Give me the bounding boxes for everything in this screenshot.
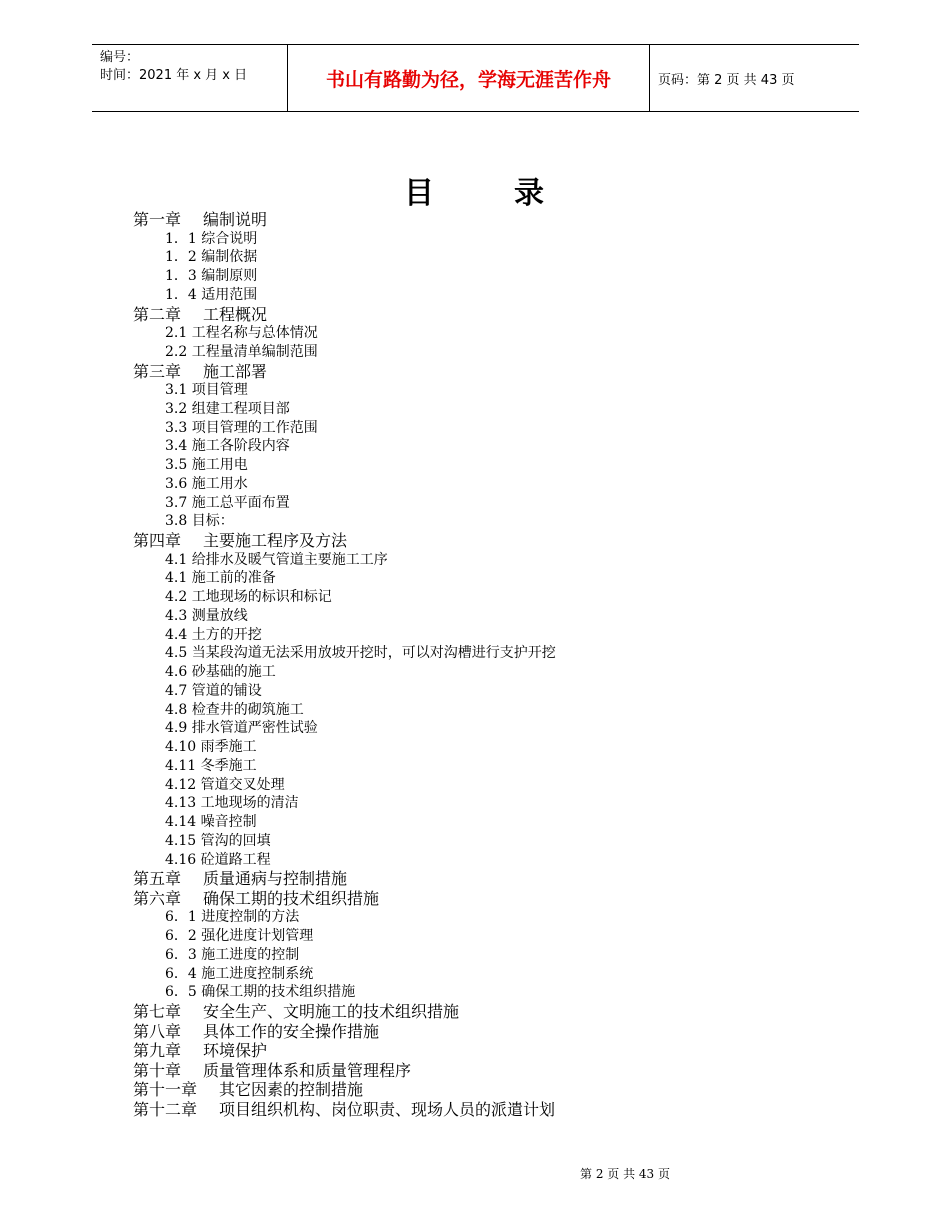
toc-chapter <box>133 1100 853 1120</box>
toc-section: 4.16 砼道路工程 <box>165 851 271 868</box>
toc-section: 6．4 施工进度控制系统 <box>165 965 314 982</box>
toc-section: 3.6 施工用水 <box>165 475 248 492</box>
toc-section: 4.11 冬季施工 <box>165 757 257 774</box>
document-number-label: 编号： <box>100 50 140 65</box>
toc-section: 6．1 进度控制的方法 <box>165 909 300 926</box>
toc-section: 4.6 砂基础的施工 <box>165 664 276 680</box>
chapter-number: 第六章 <box>133 888 182 908</box>
toc-section: 3.8 目标： <box>165 513 234 530</box>
chapter-title: 具体工作的安全操作措施 <box>203 1021 380 1041</box>
toc-section: 4.2 工地现场的标识和标记 <box>165 589 332 605</box>
toc-chapter <box>133 210 853 230</box>
toc-section: 4.1 给排水及暖气管道主要施工工序 <box>165 551 388 568</box>
chapter-number: 第五章 <box>133 869 182 889</box>
toc-chapter <box>133 889 853 909</box>
document-time-label: 时间：2021 年 x 月 x 日 <box>100 68 248 83</box>
toc-section: 4.14 噪音控制 <box>165 814 257 830</box>
toc-chapter <box>133 305 853 325</box>
chapter-number: 第二章 <box>133 304 182 324</box>
toc-section: 1．3 编制原则 <box>165 268 258 284</box>
chapter-number: 第一章 <box>133 210 182 229</box>
header-motto: 书山有路勤为径，学海无涯苦作舟 <box>287 45 650 111</box>
chapter-number: 第八章 <box>133 1021 182 1041</box>
toc-chapter <box>133 1022 853 1042</box>
toc-section: 4.5 当某段沟道无法采用放坡开挖时，可以对沟槽进行支护开挖 <box>165 645 556 662</box>
chapter-title: 项目组织机构、岗位职责、现场人员的派遣计划 <box>219 1099 556 1119</box>
chapter-number: 第十一章 <box>133 1080 198 1099</box>
chapter-number: 第七章 <box>133 1002 182 1021</box>
toc-section: 2.2 工程量清单编制范围 <box>165 343 318 360</box>
toc-section: 4.12 管道交叉处理 <box>165 776 285 793</box>
toc-section: 4.1 施工前的准备 <box>165 570 276 587</box>
chapter-title: 确保工期的技术组织措施 <box>203 888 380 908</box>
toc-chapter <box>133 1002 853 1022</box>
toc-section: 3.4 施工各阶段内容 <box>165 438 290 455</box>
toc-section: 3.2 组建工程项目部 <box>165 400 290 417</box>
toc-section: 1．2 编制依据 <box>165 249 258 266</box>
chapter-title: 编制说明 <box>203 210 268 229</box>
chapter-title: 质量通病与控制措施 <box>203 869 348 889</box>
chapter-title: 主要施工程序及方法 <box>203 531 348 550</box>
toc-chapter <box>133 1041 853 1061</box>
toc-section: 6．5 确保工期的技术组织措施 <box>165 984 356 1001</box>
toc-chapter <box>133 1061 853 1081</box>
toc-section: 4.10 雨季施工 <box>165 739 257 755</box>
toc-chapter <box>133 869 853 889</box>
header-page-info: 页码：第 2 页 共 43 页 <box>658 72 795 88</box>
toc-title-char-1: 目 <box>404 176 436 211</box>
toc-section: 1．1 综合说明 <box>165 230 258 247</box>
toc-title-char-2: 录 <box>514 176 546 211</box>
toc-chapter <box>133 531 853 551</box>
header-meta <box>92 45 287 111</box>
toc-section: 4.7 管道的铺设 <box>165 682 262 699</box>
toc-section: 4.3 测量放线 <box>165 607 248 624</box>
toc-section: 3.3 项目管理的工作范围 <box>165 419 318 436</box>
chapter-number: 第十二章 <box>133 1099 198 1119</box>
chapter-title: 其它因素的控制措施 <box>219 1080 364 1099</box>
toc-section: 3.5 施工用电 <box>165 457 248 473</box>
chapter-title: 质量管理体系和质量管理程序 <box>203 1060 412 1080</box>
page-header <box>92 44 859 112</box>
toc-chapter <box>133 362 853 382</box>
chapter-title: 工程概况 <box>203 304 268 324</box>
toc-section: 4.15 管沟的回填 <box>165 832 271 849</box>
toc-section: 4.9 排水管道严密性试验 <box>165 720 318 737</box>
toc-section: 4.4 土方的开挖 <box>165 626 262 643</box>
chapter-number: 第九章 <box>133 1041 182 1060</box>
toc-section: 1．4 适用范围 <box>165 286 258 303</box>
page-footer: 第 2 页 共 43 页 <box>580 1167 670 1181</box>
toc-section: 6．3 施工进度的控制 <box>165 946 300 963</box>
toc-section: 2.1 工程名称与总体情况 <box>165 325 318 341</box>
chapter-number: 第十章 <box>133 1060 182 1080</box>
chapter-title: 施工部署 <box>203 361 268 381</box>
toc-section: 3.1 项目管理 <box>165 382 248 398</box>
toc-chapter <box>133 1080 853 1100</box>
chapter-title: 安全生产、文明施工的技术组织措施 <box>203 1002 460 1021</box>
chapter-number: 第四章 <box>133 531 182 550</box>
toc-title <box>0 168 950 212</box>
toc-section: 4.8 检查井的砌筑施工 <box>165 701 304 718</box>
chapter-number: 第三章 <box>133 361 182 381</box>
toc-section: 6．2 强化进度计划管理 <box>165 928 314 944</box>
chapter-title: 环境保护 <box>203 1041 268 1060</box>
toc-section: 4.13 工地现场的清洁 <box>165 795 299 812</box>
toc-section: 3.7 施工总平面布置 <box>165 494 290 511</box>
table-of-contents <box>133 210 853 1119</box>
